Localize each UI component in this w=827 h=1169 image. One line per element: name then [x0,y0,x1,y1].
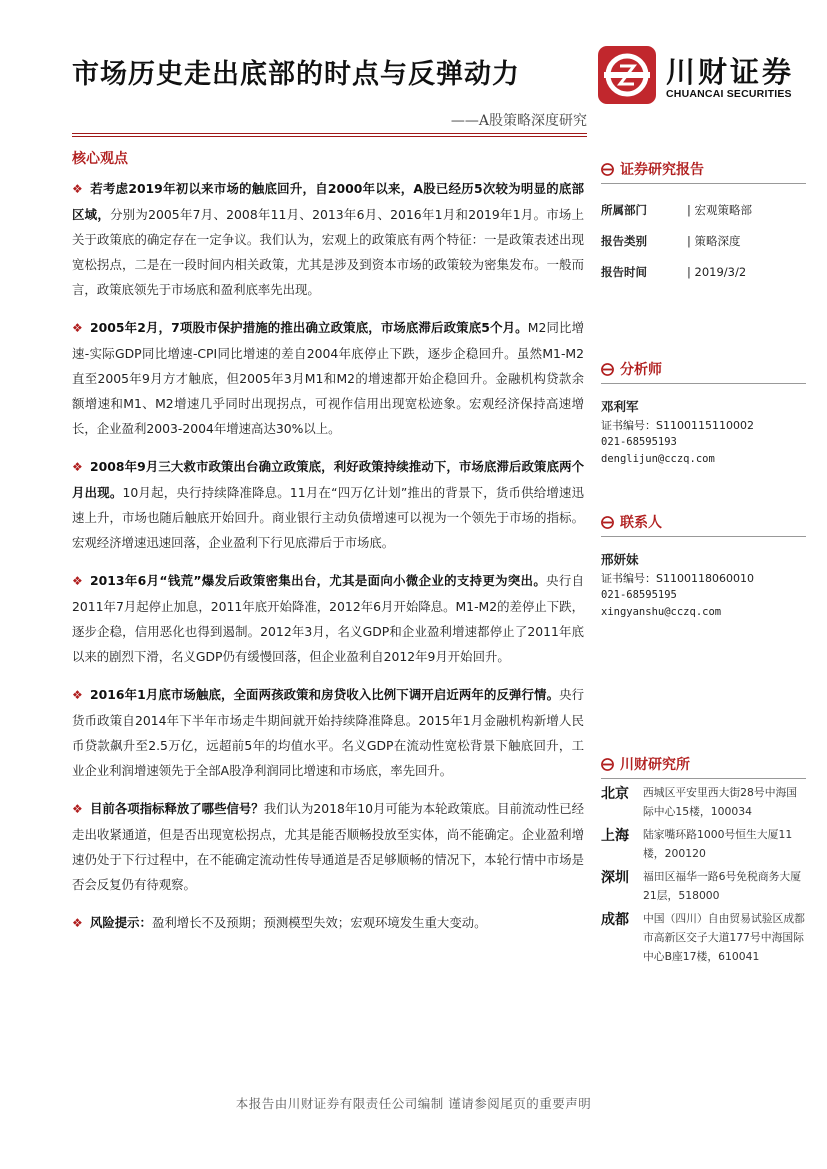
report-info-key: 报告类别 [601,233,647,248]
analyst-phone: 021-68595193 [601,436,677,448]
core-views-list [72,176,584,936]
contact-phone: 021-68595195 [601,589,677,601]
contact-section [601,511,806,621]
diamond-bullet-icon: ❖ [72,916,83,930]
section-marker-icon [601,516,614,529]
office-address: 中国（四川）自由贸易试验区成都市高新区交子大道177号中海国际中心B座17楼，610041 [643,912,805,963]
office-city: 深圳 [601,870,629,886]
section-divider [601,536,806,537]
core-view-paragraph [72,796,584,897]
core-view-body: 分别为2005年7月、2008年11月、2013年6月、2016年1月和2019年1月。市场上关于政策底的确定存在一定争议。我们认为，宏观上的政策底有两个特征：一是政策表述出现宽松拐点，二是在一段时间内相关政策，尤其是涉及到资本市场的政策较为密集发布。一般而言，政策底领先于市场底和盈利底率先出现。 [72,207,585,297]
report-info-key: 报告时间 [601,264,647,279]
contact-card [601,551,806,621]
core-view-lead: 若考虑2019年初以来市场的触底回升，自2000年以来，A股已经历5次较为明显的底部区域， [72,181,584,222]
logo-mark-icon [598,46,656,104]
core-view-lead: 2005年2月，7项股市保护措施的推出确立政策底，市场底滞后政策底5个月。 [90,320,528,335]
office-item [601,867,806,905]
office-address: 福田区福华一路6号免税商务大厦21层，518000 [643,870,802,902]
office-item [601,783,806,821]
analyst-email[interactable]: denglijun@cczq.com [601,453,715,465]
core-view-lead: 2016年1月底市场触底，全面两孩政策和房贷收入比例下调开启近两年的反弹行情。 [90,687,560,702]
analyst-section [601,358,806,468]
section-marker-icon [601,363,614,376]
title-rule-secondary [72,136,587,137]
contact-name: 邢妍妹 [601,552,639,567]
core-view-paragraph [72,315,584,441]
core-view-paragraph [72,682,584,783]
office-item [601,825,806,863]
core-view-paragraph [72,568,584,669]
diamond-bullet-icon: ❖ [72,182,83,196]
core-view-paragraph [72,176,584,302]
section-marker-icon [601,163,614,176]
core-view-body: 我们认为2018年10月可能为本轮政策底。目前流动性已经走出收紧通道，但是否出现宽松拐点，尤其是能否顺畅投放至实体，尚不能确定。企业盈利增速仍处于下行过程中，在不能确定流动性传导通道是否足够顺畅的情况下，本轮行情中市场是否会反复仍有待观察。 [72,801,584,892]
office-address: 陆家嘴环路1000号恒生大厦11楼，200120 [643,828,793,860]
title-rule [72,133,587,134]
institute-title: 川财研究所 [601,753,806,775]
report-info-title: 证券研究报告 [601,158,806,180]
analyst-card [601,398,806,468]
report-info-row [601,194,806,225]
core-view-body: 10月起，央行持续降准降息。11月在“四万亿计划”推出的背景下，货币供给增速迅速上升，市场也随后触底开始回升。商业银行主动负债增速可以视为一个领先于市场的指标。宏观经济增速迅速回落，企业盈利下行见底滞后于市场底。 [72,485,585,550]
report-info-row [601,225,806,256]
diamond-bullet-icon: ❖ [72,688,83,702]
diamond-bullet-icon: ❖ [72,802,83,816]
contact-title: 联系人 [601,511,806,533]
office-list [601,783,806,966]
report-info-value: | 策略深度 [687,233,741,248]
core-view-lead: 2008年9月三大救市政策出台确立政策底，利好政策持续推动下，市场底滞后政策底两个月出现。 [72,459,584,500]
page-footer: 本报告由川财证券有限责任公司编制 谨请参阅尾页的重要声明 [235,1096,592,1111]
core-views-section [72,148,584,949]
office-city: 北京 [601,786,629,802]
core-view-paragraph [72,910,584,936]
core-view-body: 盈利增长不及预期；预测模型失效；宏观环境发生重大变动。 [151,915,487,930]
contact-cert: 证书编号：S1100118060010 [601,572,754,585]
contact-email[interactable]: xingyanshu@cczq.com [601,606,722,618]
report-info-section [601,158,806,287]
logo-chinese-name: 川财证券 [666,55,795,89]
core-view-paragraph [72,454,584,555]
core-view-body: 央行货币政策自2014年下半年市场走牛期间就开始持续降准降息。2015年1月金融机构新增人民币贷款飙升至2.5万亿，远超前5年的均值水平。名义GDP在流动性宽松背景下触底回升，工业企业利润增速领先于全部A股净利润同比增速和市场底，率先回升。 [72,687,585,778]
section-divider [601,778,806,779]
diamond-bullet-icon: ❖ [72,321,83,335]
institute-section [601,753,806,970]
office-city: 上海 [601,828,629,844]
core-view-lead: 风险提示： [90,915,152,930]
analyst-cert: 证书编号：S1100115110002 [601,419,754,432]
report-title: 市场历史走出底部的时点与反弹动力 [72,59,520,90]
core-view-lead: 2013年6月“钱荒”爆发后政策密集出台，尤其是面向小微企业的支持更为突出。 [90,573,547,588]
analyst-title: 分析师 [601,358,806,380]
report-info-rows [601,194,806,287]
office-city: 成都 [601,912,629,928]
section-marker-icon [601,758,614,771]
report-subtitle: ——A股策略深度研究 [450,113,587,129]
section-divider [601,183,806,184]
core-view-lead: 目前各项指标释放了哪些信号？ [90,801,264,816]
core-views-heading: 核心观点 [72,151,128,167]
company-logo [598,46,798,108]
report-info-value: | 宏观策略部 [687,202,753,217]
section-divider [601,383,806,384]
office-item [601,909,806,966]
report-info-key: 所属部门 [601,202,647,217]
office-address: 西城区平安里西大街28号中海国际中心15楼，100034 [643,786,798,818]
diamond-bullet-icon: ❖ [72,460,83,474]
core-view-body: M2同比增速-实际GDP同比增速-CPI同比增速的差自2004年底停止下跌，逐步企稳回升。虽然M1-M2直至2005年9月方才触底，但2005年3月M1和M2的增速都开始企稳回升。金融机构贷款余额增速和M1、M2增速几乎同时出现拐点，可视作信用出现宽松迹象。宏观经济保持高速增长，企业盈利2003-2004年增速高达30%以上。 [72,320,584,436]
core-view-body: 央行自2011年7月起停止加息，2011年底开始降准，2012年6月开始降息。M1-M2的差停止下跌，逐步企稳，信用恶化也得到遏制。2012年3月，名义GDP和企业盈利增速都停止了2011年底以来的剧烈下滑，名义GDP仍有缓慢回落，但企业盈利自2012年9月开始回升。 [72,573,585,664]
analyst-name: 邓利军 [601,399,639,414]
report-info-value: | 2019/3/2 [687,264,747,279]
diamond-bullet-icon: ❖ [72,574,83,588]
logo-english-name: CHUANCAI SECURITIES [666,88,792,100]
report-info-row [601,256,806,287]
